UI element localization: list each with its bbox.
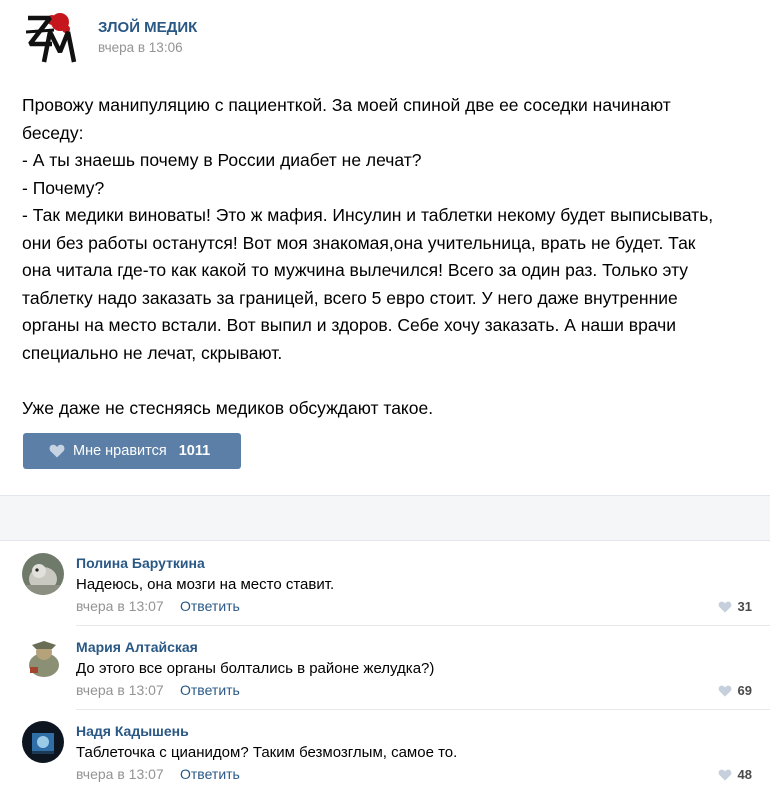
post-line: она читала где-то как какой то мужчина вылечился! Всего за один раз. Только эту: [22, 260, 689, 280]
comment: [0, 625, 770, 709]
section-divider: [0, 495, 770, 541]
avatar[interactable]: [22, 721, 64, 763]
comment-like-button[interactable]: [718, 599, 752, 614]
avatar-image: [22, 553, 64, 595]
heart-icon: [718, 769, 732, 781]
post-line: специально не лечат, скрывают.: [22, 342, 283, 363]
post-line: органы на место встали. Вот выпил и здоров. Себе хочу заказать. А наши врачи: [22, 315, 677, 335]
post-line: они без работы останутся! Вот моя знакомая,она учительница, врать не будет. Так: [22, 232, 696, 253]
post-line: - А ты знаешь почему в России диабет не лечат?: [22, 150, 422, 170]
post-line: Провожу манипуляцию с пациенткой. За моей спиной две ее соседки начинают: [22, 95, 671, 115]
comment-like-count: 31: [737, 599, 752, 614]
comment-like-count: 69: [737, 683, 752, 698]
comment-time[interactable]: вчера в 13:07: [76, 682, 164, 698]
avatar[interactable]: [22, 637, 64, 679]
comment-like-count: 48: [737, 767, 752, 782]
comment-time[interactable]: вчера в 13:07: [76, 598, 164, 614]
post-line: беседу:: [22, 122, 84, 143]
post-line: - Так медики виноваты! Это ж мафия. Инсулин и таблетки некому будет выписывать,: [22, 205, 714, 225]
avatar[interactable]: [22, 553, 64, 595]
avatar-image: [22, 721, 64, 763]
comment-text: Надеюсь, она мозги на место ставит.: [76, 576, 335, 593]
post-line: - Почему?: [22, 177, 105, 198]
post-time[interactable]: вчера в 13:06: [98, 40, 183, 55]
avatar-image: [22, 637, 64, 679]
like-count: 1011: [178, 443, 211, 459]
comment-separator: [76, 709, 770, 710]
comments-list: [0, 541, 770, 791]
heart-icon: [49, 444, 65, 458]
reply-link[interactable]: Ответить: [180, 682, 240, 698]
comment-separator: [76, 625, 770, 626]
like-label: Мне нравится: [73, 443, 167, 459]
comment: [0, 709, 770, 791]
post-final-line: Уже даже не стесняясь медиков обсуждают такое.: [22, 397, 434, 418]
comment-time[interactable]: вчера в 13:07: [76, 766, 164, 782]
post-author[interactable]: ЗЛОЙ МЕДИК: [98, 19, 198, 36]
comment-text: До этого все органы болтались в районе желудка?): [76, 660, 435, 677]
comment-like-button[interactable]: [718, 767, 752, 782]
comment-author[interactable]: Мария Алтайская: [76, 639, 198, 655]
zm-logo-icon[interactable]: [22, 10, 78, 66]
comment-text: Таблеточка с цианидом? Таким безмозглым, самое то.: [76, 744, 458, 761]
like-button[interactable]: [23, 433, 241, 469]
paragraph-gap: [22, 367, 757, 395]
heart-icon: [718, 601, 732, 613]
post-text: [22, 92, 757, 422]
comment-author[interactable]: Полина Баруткина: [76, 555, 205, 571]
comment: [0, 541, 770, 625]
heart-icon: [718, 685, 732, 697]
reply-link[interactable]: Ответить: [180, 598, 240, 614]
reply-link[interactable]: Ответить: [180, 766, 240, 782]
comment-author[interactable]: Надя Кадышень: [76, 723, 189, 739]
comment-like-button[interactable]: [718, 683, 752, 698]
post-line: таблетку надо заказать за границей, всего 5 евро стоит. У него даже внутренние: [22, 287, 678, 308]
